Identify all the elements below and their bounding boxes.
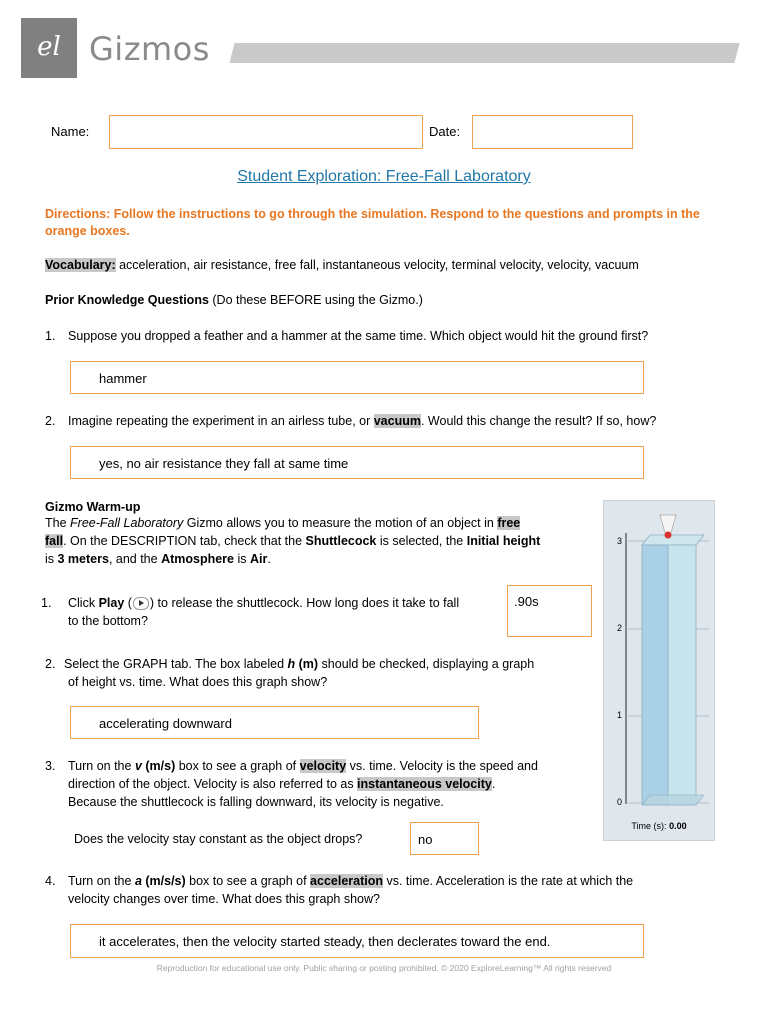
tube-side-face	[668, 545, 696, 805]
w-q1-paren-open: (	[124, 596, 132, 610]
h-unit: (m)	[295, 657, 319, 671]
play-icon	[133, 597, 149, 610]
w-q1-pre: Click	[68, 596, 99, 610]
tube-bottom	[642, 795, 704, 805]
free-fall-tube-diagram	[604, 501, 714, 840]
warmup-t3: Gizmo allows you to measure the motion of an object in	[183, 516, 498, 530]
name-field[interactable]	[109, 115, 423, 149]
pk-q2-answer: yes, no air resistance they fall at same time	[99, 456, 349, 471]
pk-q2-text-pre: Imagine repeating the experiment in an airless tube, or	[68, 414, 374, 428]
prior-knowledge-heading	[45, 291, 745, 309]
date-label: Date:	[429, 124, 461, 139]
w-q2-answer-box[interactable]	[70, 706, 479, 739]
w-q3-post: vs. time. Velocity is the speed and	[346, 759, 538, 773]
shuttlecock-feathers	[660, 515, 676, 533]
pk-q1-answer-box[interactable]	[70, 361, 644, 394]
pk-q1-answer: hammer	[99, 371, 147, 386]
pk-q1-number: 1.	[45, 329, 56, 343]
shuttlecock-term: Shuttlecock	[305, 534, 377, 548]
warmup-t8: is	[234, 552, 250, 566]
v-unit: (m/s)	[141, 759, 176, 773]
warmup-t5: is selected, the	[376, 534, 467, 548]
warmup-t9: .	[267, 552, 271, 566]
warmup-t7: , and the	[108, 552, 162, 566]
tube-top	[642, 535, 704, 545]
w-q4-mid: box to see a graph of	[185, 874, 311, 888]
three-meters-term: 3 meters	[57, 552, 109, 566]
play-term: Play	[98, 596, 125, 610]
w-q2-text	[64, 655, 604, 691]
vocabulary-text: acceleration, air resistance, free fall, instantaneous velocity, terminal velocity, velocity, vacuum	[115, 258, 639, 272]
h-term: h	[287, 657, 296, 671]
w-q3-pre: Turn on the	[68, 759, 135, 773]
w-q4-text	[68, 872, 728, 908]
warmup-t1: The	[45, 516, 71, 530]
vocab-acceleration: acceleration	[310, 874, 384, 888]
w-q4-post: vs. time. Acceleration is the rate at which the	[383, 874, 634, 888]
time-value: 0.00	[669, 821, 687, 831]
w-q1-number: 1.	[41, 596, 52, 610]
gizmo-name: Free-Fall Laboratory	[70, 516, 184, 530]
simulation-panel	[603, 500, 715, 841]
atmosphere-term: Atmosphere	[161, 552, 234, 566]
w-q4-pre: Turn on the	[68, 874, 135, 888]
vocab-vacuum: vacuum	[373, 414, 421, 428]
w-q3-answer: no	[418, 832, 433, 847]
w-q3-number: 3.	[45, 759, 56, 773]
w-q3-answer-box[interactable]	[410, 822, 479, 855]
time-readout	[604, 821, 714, 831]
vocab-fall: fall	[45, 534, 64, 548]
warmup-t4: . On the DESCRIPTION tab, check that the	[63, 534, 306, 548]
warmup-text	[45, 514, 600, 568]
vocabulary-label: Vocabulary:	[45, 258, 116, 272]
tube-front-face	[642, 545, 668, 805]
pk-q2-answer-box[interactable]	[70, 446, 644, 479]
air-term: Air	[249, 552, 268, 566]
prior-knowledge-note: (Do these BEFORE using the Gizmo.)	[208, 293, 423, 307]
brand-name: Gizmos	[89, 30, 210, 68]
logo-mark: el	[37, 32, 61, 62]
page-title: Student Exploration: Free-Fall Laboratory	[237, 168, 531, 185]
header-banner-bar	[230, 43, 740, 63]
w-q3-line2b: .	[491, 777, 496, 791]
w-q2-post: should be checked, displaying a graph	[318, 657, 535, 671]
pk-q2-number: 2.	[45, 414, 56, 428]
directions-text: Directions: Follow the instructions to go through the simulation. Respond to the questions and prompts in the orange boxes.	[45, 207, 700, 238]
prior-knowledge-title: Prior Knowledge Questions	[45, 293, 209, 307]
v-term: v	[134, 759, 142, 773]
date-field[interactable]	[472, 115, 633, 149]
a-unit: (m/s/s)	[141, 874, 186, 888]
name-label: Name:	[51, 124, 90, 139]
pk-q2-text-post: . Would this change the result? If so, how?	[420, 414, 657, 428]
vocab-instantaneous-velocity: instantaneous velocity	[357, 777, 492, 791]
shuttlecock-cork	[665, 532, 672, 539]
w-q1-answer-box[interactable]	[507, 585, 592, 637]
warmup-heading: Gizmo Warm-up	[45, 500, 141, 514]
footer-copyright: Reproduction for educational use only. Public sharing or posting prohibited. © 2020 ExploreLearning™ All rights reserved	[156, 963, 612, 973]
time-label: Time (s):	[631, 821, 670, 831]
w-q1-answer: .90s	[514, 594, 539, 609]
initial-height-term: Initial height	[466, 534, 541, 548]
vocab-free: free	[497, 516, 521, 530]
logo	[21, 18, 77, 78]
w-q3-mid: box to see a graph of	[175, 759, 300, 773]
w-q1-paren-close: ) to release the shuttlecock. How long does it take to fall	[149, 596, 460, 610]
w-q2-answer: accelerating downward	[99, 716, 232, 731]
w-q4-line2: velocity changes over time. What does this graph show?	[68, 892, 380, 906]
w-q3-text	[68, 757, 608, 811]
w-q2-number: 2.	[45, 657, 56, 671]
w-q3-line2a: direction of the object. Velocity is also referred to as	[68, 777, 358, 791]
w-q1-line2: to the bottom?	[68, 614, 148, 628]
tick-label-0: 0	[617, 797, 623, 807]
w-q4-answer: it accelerates, then the velocity started steady, then declerates toward the end.	[99, 934, 551, 949]
w-q4-number: 4.	[45, 874, 56, 888]
warmup-t6: is	[45, 552, 58, 566]
w-q4-answer-box[interactable]	[70, 924, 644, 958]
w-q1-text	[68, 594, 508, 630]
w-q2-line2: of height vs. time. What does this graph show?	[68, 675, 328, 689]
vocab-velocity: velocity	[299, 759, 347, 773]
a-term: a	[134, 874, 142, 888]
tick-label-3: 3	[617, 536, 623, 546]
pk-q1-text: Suppose you dropped a feather and a hammer at the same time. Which object would hit the ground first?	[68, 329, 649, 343]
pk-q2-text	[68, 412, 748, 430]
w-q2-pre: Select the GRAPH tab. The box labeled	[64, 657, 288, 671]
w-q3-sub-question: Does the velocity stay constant as the object drops?	[74, 832, 363, 846]
w-q3-line3: Because the shuttlecock is falling downward, its velocity is negative.	[68, 795, 444, 809]
tick-label-1: 1	[617, 710, 623, 720]
tick-label-2: 2	[617, 623, 623, 633]
vocabulary	[45, 256, 745, 274]
